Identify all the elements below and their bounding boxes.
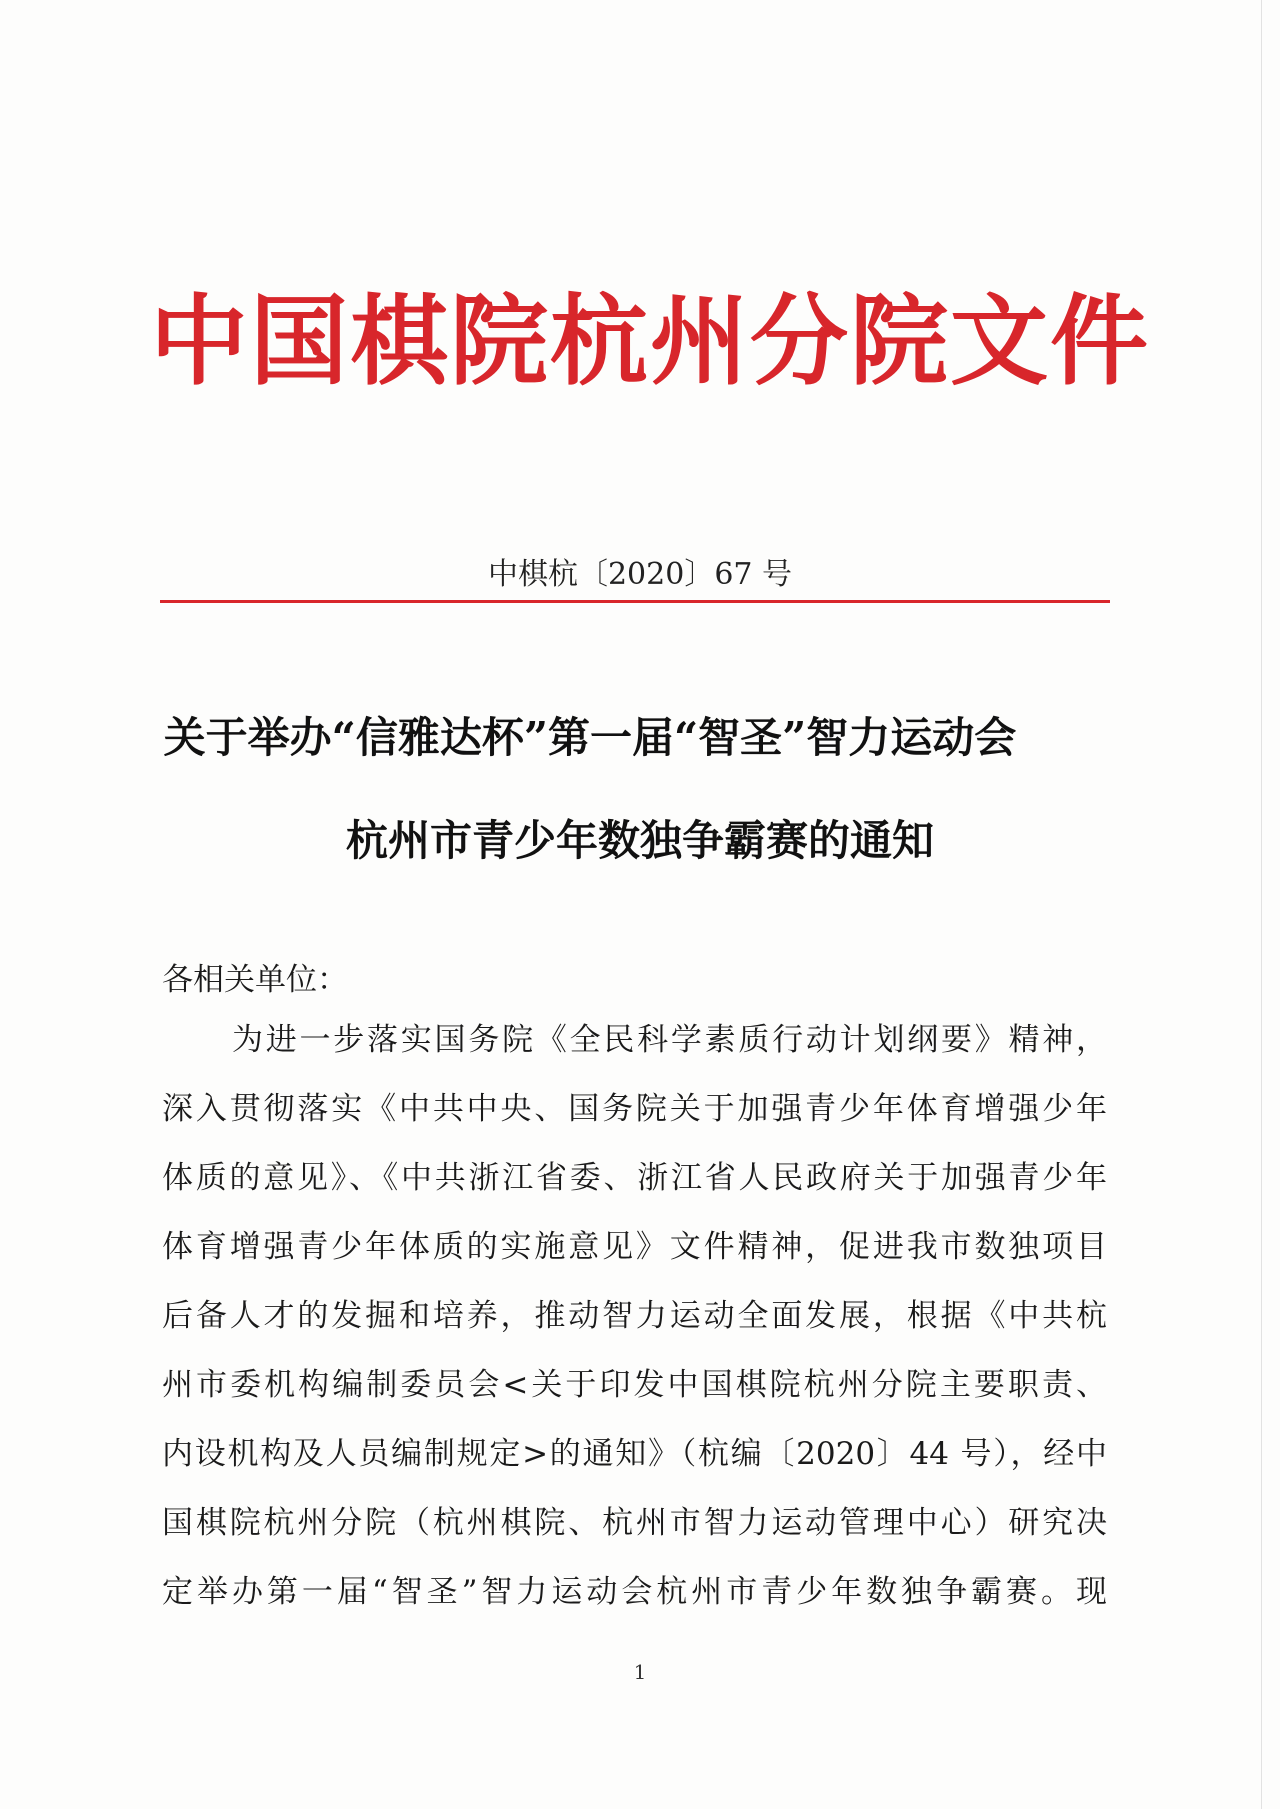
body-line: 内设机构及人员编制规定>的通知》（杭编〔2020〕44 号），经中 xyxy=(162,1436,1107,1472)
body-line: 体育增强青少年体质的实施意见》文件精神，促进我市数独项目 xyxy=(162,1229,1107,1265)
body-line: 深入贯彻落实《中共中央、国务院关于加强青少年体育增强少年 xyxy=(162,1091,1107,1127)
body-line: 国棋院杭州分院（杭州棋院、杭州市智力运动管理中心）研究决 xyxy=(162,1505,1107,1541)
body-line: 后备人才的发掘和培养，推动智力运动全面发展，根据《中共杭 xyxy=(162,1298,1107,1334)
body-line: 定举办第一届“智圣”智力运动会杭州市青少年数独争霸赛。现 xyxy=(162,1574,1107,1610)
salutation: 各相关单位： xyxy=(162,962,348,998)
body-line: 为进一步落实国务院《全民科学素质行动计划纲要》精神， xyxy=(232,1022,1107,1058)
body-line: 体质的意见》、《中共浙江省委、浙江省人民政府关于加强青少年 xyxy=(162,1160,1107,1196)
body-line: 州市委机构编制委员会<关于印发中国棋院杭州分院主要职责、 xyxy=(162,1367,1107,1403)
document-number: 中棋杭〔2020〕67 号 xyxy=(487,557,793,592)
masthead-title: 中国棋院杭州分院文件 xyxy=(150,285,1151,399)
scan-edge-line xyxy=(1261,0,1262,1809)
notice-title-line-1: 关于举办“信雅达杯”第一届“智圣”智力运动会 xyxy=(163,713,1017,762)
red-divider-rule xyxy=(160,600,1110,603)
notice-title-line-2: 杭州市青少年数独争霸赛的通知 xyxy=(345,816,934,865)
page-number: 1 xyxy=(633,1660,647,1684)
